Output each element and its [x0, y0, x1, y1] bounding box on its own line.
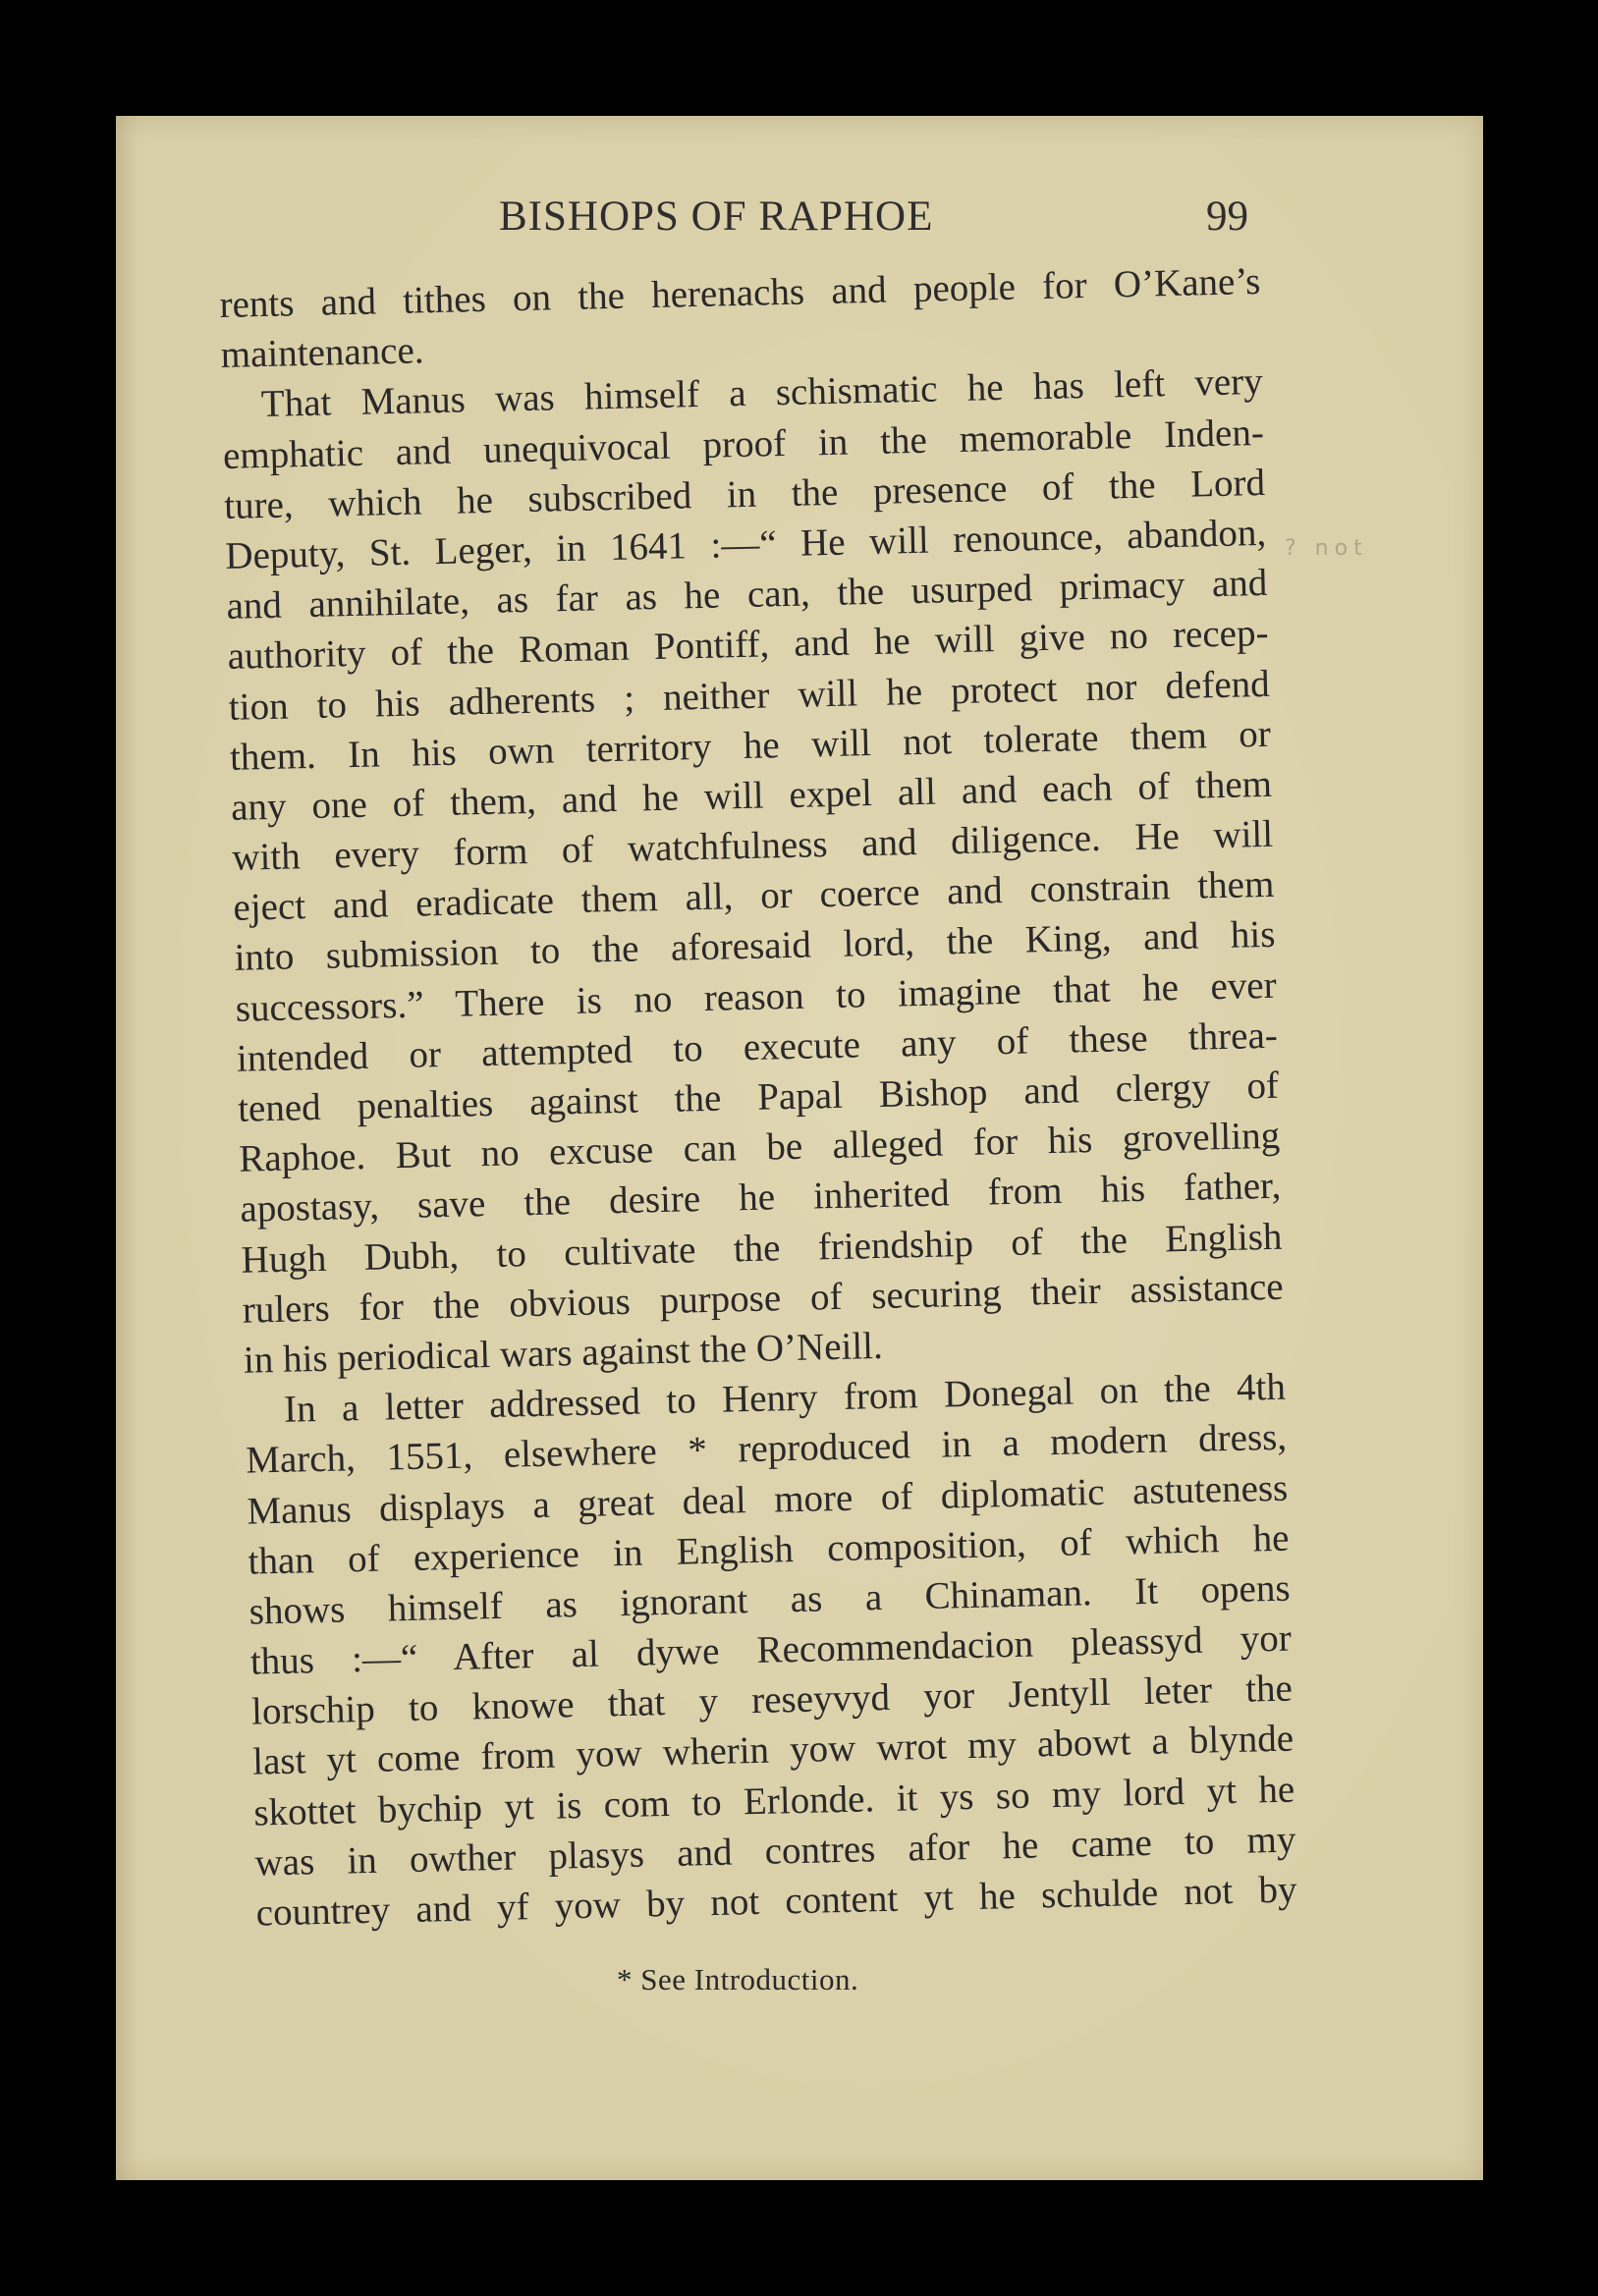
text-line: intended or attempted to execute any of these threa- [236, 1013, 1279, 1080]
text-line: tion to his adherents ; neither will he protect nor defend [228, 662, 1271, 729]
text-line: March, 1551, elsewhere * reproduced in a modern dress, [245, 1415, 1288, 1482]
paragraph-start-line: In a letter addressed to Henry from Donegal on the 4th [283, 1365, 1287, 1431]
text-line: Raphoe. But no excuse can be alleged for his grovelling [238, 1114, 1281, 1180]
text-line: Deputy, St. Leger, in 1641 :—“ He will renounce, abandon, [224, 511, 1267, 577]
text-line: and annihilate, as far as he can, the usurped primacy and [226, 561, 1268, 629]
book-page [116, 116, 1483, 2180]
text-line: tened penalties against the Papal Bishop and clergy of [237, 1064, 1280, 1130]
text-line: rents and tithes on the herenachs and people for O’Kane’s [219, 259, 1261, 326]
text-line: successors.” There is no reason to imagine that he ever [235, 963, 1278, 1030]
text-line: lorschip to knowe that y reseyvyd yor Jentyll leter the [250, 1667, 1294, 1733]
text-line: maintenance. [220, 329, 424, 377]
text-line: countrey and yf yow by not content yt he schulde not by [255, 1868, 1297, 1935]
text-line: in his periodical wars against the O’Neill. [243, 1324, 884, 1382]
text-line: thus :—“ After al dywe Recommendacion pleassyd yor [249, 1616, 1293, 1683]
text-line: into submission to the aforesaid lord, the King, and his [234, 913, 1276, 980]
text-line: skottet bychip yt is com to Erlonde. it ys so my lord yt he [252, 1768, 1295, 1834]
paragraph-start-line: That Manus was himself a schismatic he has left very [260, 360, 1264, 426]
text-line: was in owther plasys and contres afor he came to my [254, 1818, 1296, 1885]
running-title: BISHOPS OF RAPHOE [499, 193, 934, 240]
pencil-margin-note: ? not [1285, 536, 1368, 561]
text-line: eject and eradicate them all, or coerce and constrain them [233, 863, 1275, 930]
text-line: apostasy, save the desire he inherited from his father, [239, 1165, 1282, 1231]
text-line: ture, which he subscribed in the presence of the Lord [223, 461, 1266, 527]
text-line: shows himself as ignorant as a Chinaman. It opens [248, 1566, 1291, 1633]
text-line: authority of the Roman Pontiff, and he will give no recep- [227, 612, 1269, 679]
text-line: any one of them, and he will expel all and each of them [230, 762, 1273, 829]
text-line: with every form of watchfulness and diligence. He will [231, 812, 1274, 879]
text-line: than of experience in English composition, of which he [248, 1516, 1290, 1583]
body-text [219, 256, 1297, 1939]
page-header [116, 192, 1483, 251]
text-line: them. In his own territory he will not tolerate them or [229, 712, 1272, 779]
text-line: rulers for the obvious purpose of securing their assistance [242, 1265, 1285, 1332]
text-line: emphatic and unequivocal proof in the memorable Inden- [222, 410, 1265, 477]
text-line: last yt come from yow wherin yow wrot my abowt a blynde [251, 1718, 1295, 1784]
page-number: 99 [1206, 193, 1248, 240]
text-line: Hugh Dubh, to cultivate the friendship of the English [241, 1215, 1283, 1282]
footnote: * See Introduction. [617, 1962, 859, 1996]
text-line: Manus displays a great deal more of diplomatic astuteness [246, 1466, 1289, 1533]
